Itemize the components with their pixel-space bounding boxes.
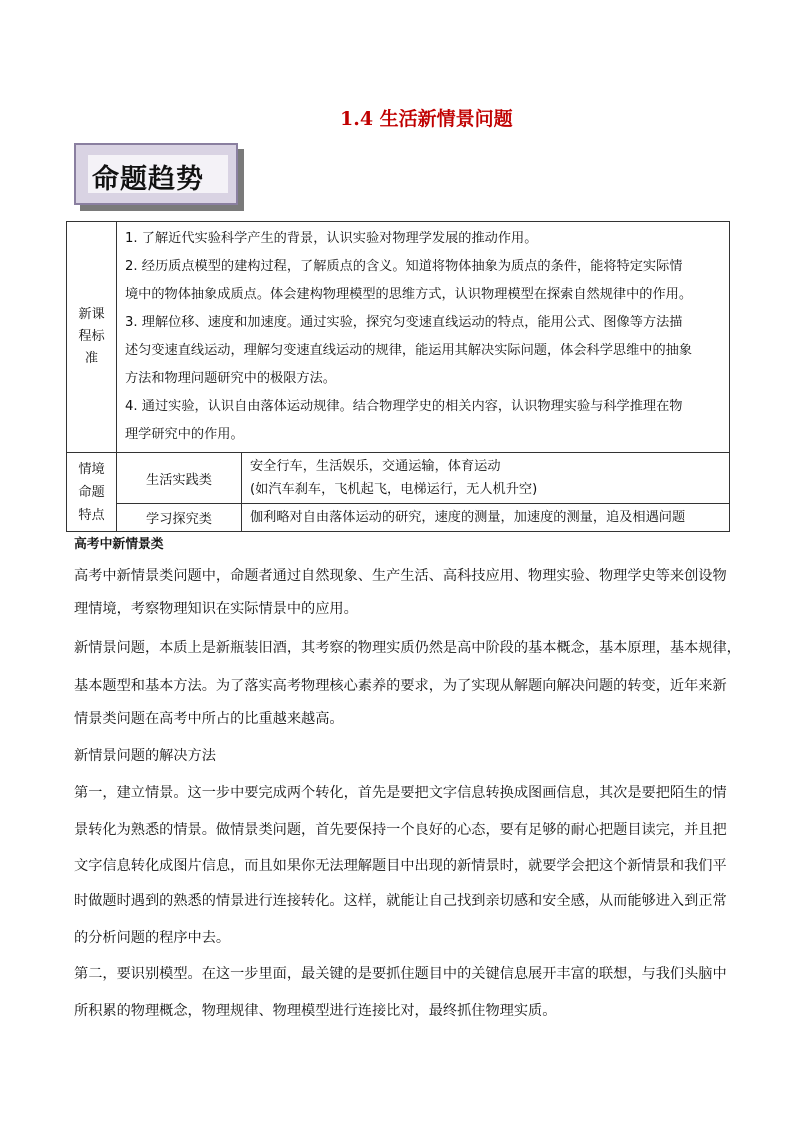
badge-label: 命题趋势 xyxy=(92,164,204,195)
paragraph-line: 时做题时遇到的熟悉的情景进行连接转化。这样，就能让自己找到亲切感和安全感，从而能够进入到正常 xyxy=(74,893,727,909)
paragraph-line: 新情景问题，本质上是新瓶装旧酒，其考察的物理实质仍然是高中阶段的基本概念，基本原理，基本规律， xyxy=(74,640,741,656)
feature-type-cell: 生活实践类 xyxy=(117,453,242,504)
feature-row xyxy=(67,504,730,532)
feature-desc-cell xyxy=(242,453,730,504)
paragraph-line: 第一，建立情景。这一步中要完成两个转化，首先是要把文字信息转换成图画信息，其次是要把陌生的情 xyxy=(74,785,727,801)
badge-frame xyxy=(74,143,238,205)
paragraph-line: 理情境，考察物理知识在实际情景中的应用。 xyxy=(74,601,358,617)
features-header-line: 特点 xyxy=(78,507,105,523)
standards-line: 境中的物体抽象成质点。体会建构物理模型的思维方式，认识物理模型在探索自然规律中的作用。 xyxy=(125,287,693,302)
paragraph-line: 情景类问题在高考中所占的比重越来越高。 xyxy=(74,711,344,727)
standards-header-line: 程标 xyxy=(78,329,105,344)
features-header-cell xyxy=(67,453,117,532)
standards-line: 1. 了解近代实验科学产生的背景，认识实验对物理学发展的推动作用。 xyxy=(125,231,538,246)
features-header-line: 命题 xyxy=(78,484,105,500)
standards-line: 理学研究中的作用。 xyxy=(125,427,244,442)
paragraph-line: 基本题型和基本方法。为了落实高考物理核心素养的要求，为了实现从解题向解决问题的转变，近年来新 xyxy=(74,678,727,694)
standards-line: 述匀变速直线运动，理解匀变速直线运动的规律，能运用其解决实际问题，体会科学思维中的抽象 xyxy=(125,343,693,358)
standards-line: 4. 通过实验，认识自由落体运动规律。结合物理学史的相关内容，认识物理实验与科学推理在物 xyxy=(125,399,683,414)
standards-row xyxy=(67,222,730,453)
standards-header-line: 准 xyxy=(84,351,99,366)
features-header-line: 情境 xyxy=(78,461,105,477)
paragraph-line: 所积累的物理概念，物理规律、物理模型进行连接比对，最终抓住物理实质。 xyxy=(74,1003,557,1019)
standards-content-cell xyxy=(117,222,730,453)
standards-line: 2. 经历质点模型的建构过程，了解质点的含义。知道将物体抽象为质点的条件，能将特定实际情 xyxy=(125,259,683,274)
paragraph-line: 的分析问题的程序中去。 xyxy=(74,930,231,946)
standards-header-line: 新课 xyxy=(78,307,105,322)
paragraph-line: 高考中新情景类问题中，命题者通过自然现象、生产生活、高科技应用、物理实验、物理学史等来创设物 xyxy=(74,568,727,584)
feature-desc-line: (如汽车刹车，飞机起飞，电梯运行，无人机升空) xyxy=(250,482,538,497)
standards-line: 方法和物理问题研究中的极限方法。 xyxy=(125,371,336,386)
section-badge xyxy=(74,143,246,213)
paragraph-line: 第二，要识别模型。在这一步里面，最关键的是要抓住题目中的关键信息展开丰富的联想，与我们头脑中 xyxy=(74,966,727,982)
paragraph-line: 景转化为熟悉的情景。做情景类问题，首先要保持一个良好的心态，要有足够的耐心把题目读完，并且把 xyxy=(74,822,727,838)
standards-header-cell xyxy=(67,222,117,453)
subsection-heading: 新情景问题的解决方法 xyxy=(74,748,216,764)
paragraph-line: 文字信息转化成图片信息，而且如果你无法理解题目中出现的新情景时，就要学会把这个新情景和我们平 xyxy=(74,858,727,874)
feature-type-cell: 学习探究类 xyxy=(117,504,242,532)
curriculum-table xyxy=(66,221,730,532)
feature-desc-line: 安全行车，生活娱乐，交通运输，体育运动 xyxy=(250,459,501,474)
standards-line: 3. 理解位移、速度和加速度。通过实验，探究匀变速直线运动的特点，能用公式、图像等方法描 xyxy=(125,315,683,330)
feature-row xyxy=(67,453,730,504)
page-title: 1.4 生活新情景问题 xyxy=(340,108,513,130)
section-heading: 高考中新情景类 xyxy=(74,537,164,552)
feature-desc-line: 伽利略对自由落体运动的研究，速度的测量，加速度的测量，追及相遇问题 xyxy=(250,510,686,525)
feature-desc-cell xyxy=(242,504,730,532)
